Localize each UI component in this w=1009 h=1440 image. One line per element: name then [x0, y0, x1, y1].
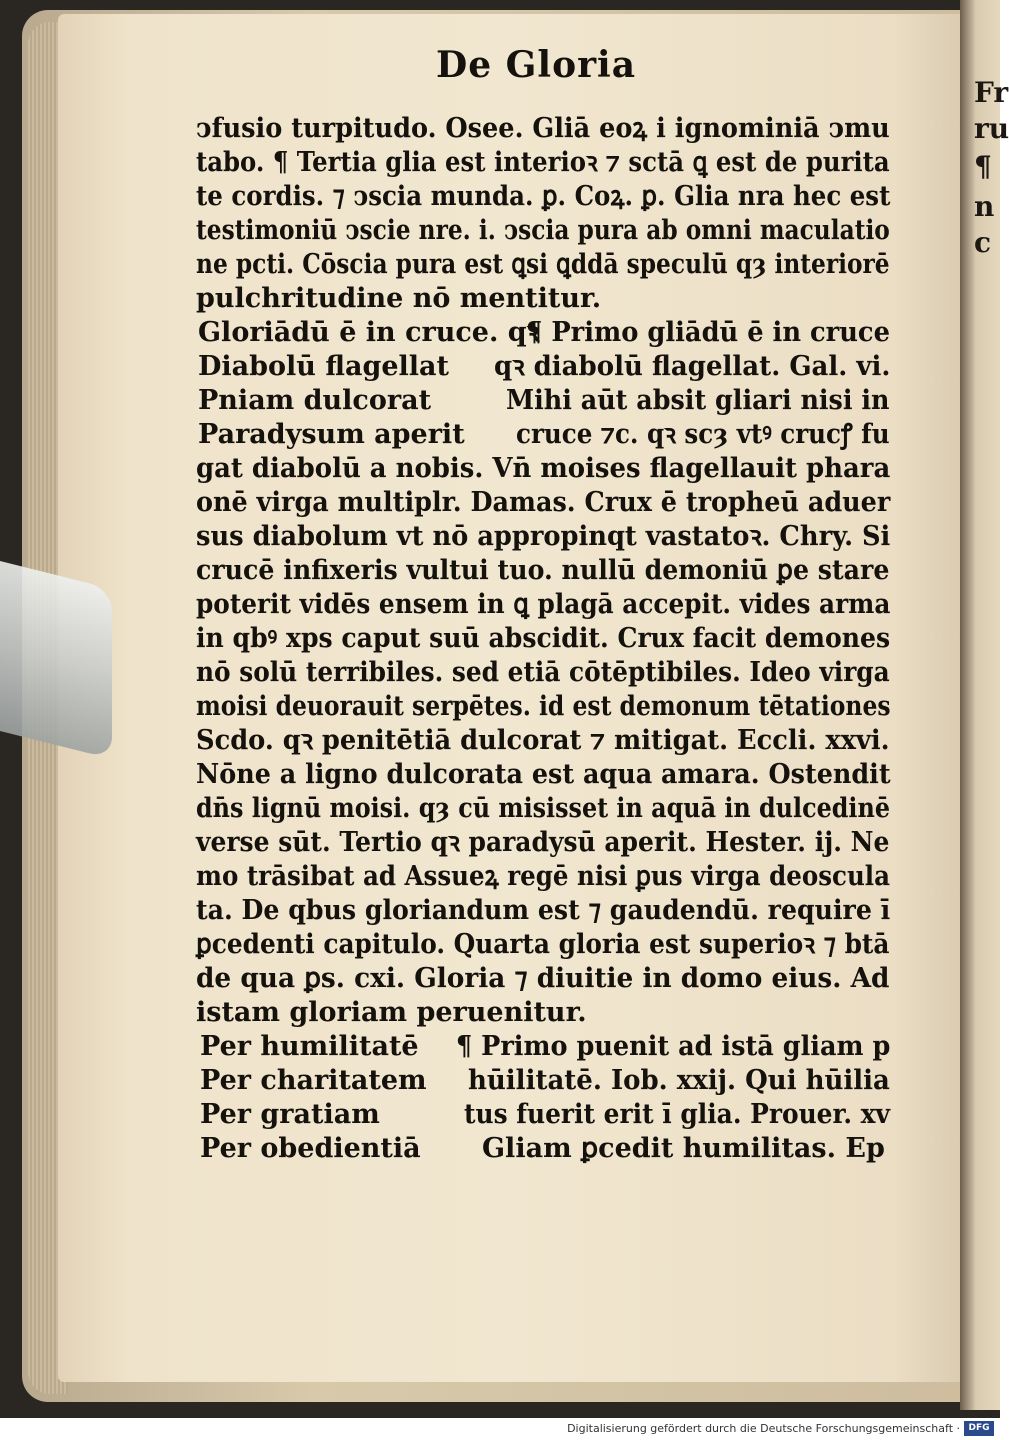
list-item: Gloriādū ē in cruce. qꝛ — [198, 317, 540, 348]
gloss-line: Gliam ꝑcedit humilitas. Ep — [482, 1133, 885, 1164]
text-line: poterit vidēs ensem in ꝗ plagā accepit. vides arma — [196, 589, 891, 620]
list-item: Pniam dulcorat — [198, 385, 432, 416]
text-line: ꝑcedenti capitulo. Quarta gloria est superioꝛ ⁊ btā — [196, 929, 890, 960]
gloss-line: ¶ Primo gliādū ē in cruce — [526, 317, 890, 348]
footer-bar — [0, 1418, 1000, 1440]
dfg-logo[interactable]: DFG — [964, 1421, 994, 1436]
text-line: Scdo. qꝛ penitētiā dulcorat ⁊ mitigat. Eccli. xxvi. — [196, 725, 890, 756]
text-line: tabo. ¶ Tertia glia est interioꝛ ⁊ sctā ꝗ est de purita — [196, 147, 890, 178]
facing-page-text: n — [974, 190, 995, 223]
text-line: mo trāsibat ad Assueꝝ regē nisi ꝑus virga deoscula — [196, 861, 890, 892]
gloss-line: tus fuerit erit ī glia. Prouer. xv — [464, 1099, 891, 1130]
text-line: Nōne a ligno dulcorata est aqua amara. Ostendit — [196, 759, 891, 790]
funding-credit: Digitalisierung gefördert durch die Deutsche Forschungsgemeinschaft · — [567, 1422, 960, 1435]
text-line: dn̄s lignū moisi. qȝ cū misisset in aquā in dulcedinē — [196, 793, 890, 824]
text-line: sus diabolum vt nō appropinqt vastatoꝛ. Chry. Si — [196, 521, 891, 552]
facing-page-text: ru — [974, 112, 1009, 145]
text-line: te cordis. ⁊ ↄscia munda. ꝑ. Coꝝ. ꝑ. Glia nra hec est — [196, 181, 891, 212]
text-line: moisi deuorauit serpētes. id est demonum tētationes — [196, 691, 891, 722]
text-line: onē virga multiplr. Damas. Crux ē tropheū aduer — [196, 487, 891, 518]
gloss-line: cruce ⁊c. qꝛ scȝ vtꝰ crucꝭ fu — [516, 419, 890, 450]
running-head: De Gloria — [436, 44, 637, 86]
facing-page-text: Fr — [974, 76, 1009, 109]
facing-page-text: ¶ — [974, 150, 992, 183]
list-item: Per humilitatē — [200, 1031, 419, 1062]
text-line: ↄfusio turpitudo. Osee. Gliā eoꝝ i ignominiā ↄmu — [196, 113, 890, 144]
gloss-line: qꝛ diabolū flagellat. Gal. vi. — [494, 351, 891, 382]
text-line: pulchritudine nō mentitur. — [196, 283, 602, 314]
gloss-line: Mihi aūt absit gliari nisi in — [506, 385, 890, 416]
page-clip — [0, 561, 112, 759]
text-line: in qbꝰ xps caput suū abscidit. Crux facit demones — [196, 623, 891, 654]
facing-page-fragment — [960, 0, 1009, 1410]
text-line: ne pcti. Cōscia pura est ꝗsi ꝗddā speculū qȝ interiorē — [196, 249, 890, 280]
text-line: gat diabolū a nobis. Vn̄ moises flagellauit phara — [196, 453, 891, 484]
text-line: crucē infixeris vultui tuo. nullū demoniū ꝑe stare — [196, 555, 890, 586]
gloss-line: hūilitatē. Iob. xxij. Qui hūilia — [468, 1065, 890, 1096]
list-item: Per charitatem — [200, 1065, 427, 1096]
text-line: testimoniū ↄscie nre. i. ↄscia pura ab omni maculatio — [196, 215, 890, 246]
list-item: Per gratiam — [200, 1099, 380, 1130]
list-item: Diabolū flagellat — [198, 351, 450, 382]
text-line: nō solū terribiles. sed etiā cōtēptibiles. Ideo virga — [196, 657, 890, 688]
text-line: ta. De qbus gloriandum est ⁊ gaudendū. require ī — [196, 895, 891, 926]
facing-page-text: c — [974, 226, 992, 259]
list-item: Paradysum aperit — [198, 419, 465, 450]
text-line: de qua ꝑs. cxi. Gloria ⁊ diuitie in domo eius. Ad — [196, 963, 890, 994]
text-line: istam gloriam peruenitur. — [196, 997, 587, 1028]
list-item: Per obedientiā — [200, 1133, 421, 1164]
text-line: verse sūt. Tertio qꝛ paradysū aperit. Hester. ij. Ne — [196, 827, 890, 858]
gloss-line: ¶ Primo puenit ad istā gliam p — [456, 1031, 891, 1062]
